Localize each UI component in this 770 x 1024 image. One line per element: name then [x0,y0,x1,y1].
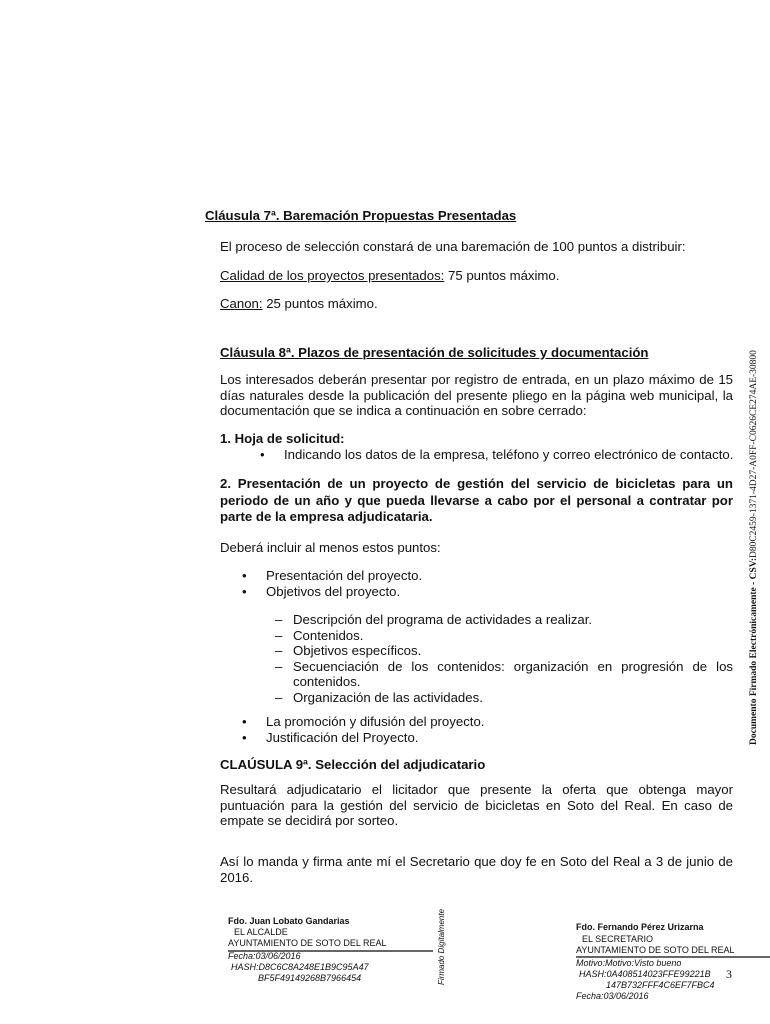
dash-icon: – [275,627,283,643]
bullet-icon: • [242,714,247,729]
dash-icon: – [275,689,283,705]
side-stamp-csv: D80C2459-1371-4D27-A0FF-C0626CE274AE-30800 [749,350,759,559]
signer-name: Fdo. Fernando Pérez Urizarna [576,922,704,932]
clause8-intro: Los interesados deberán presentar por registro de entrada, en un plazo máximo de 15 días naturales desde la publicación del presente pliego en la página web municipal, la documentación que se indica a continuación en sobre cerrado: [220,372,733,418]
bullet-icon: • [242,583,247,599]
page-number: 3 [726,967,732,981]
dash-icon: – [275,643,283,658]
digital-signature-vertical: Firmado Digitalmente [437,908,446,985]
dash-list [275,612,733,705]
list-item: – Objetivos específicos. [275,643,422,658]
signer-org: AYUNTAMIENTO DE SOTO DEL REAL [576,945,770,958]
bullet-icon: • [242,568,247,583]
canon-value: 25 puntos máximo. [262,296,378,311]
list-item: • La promoción y difusión del proyecto. [242,714,485,729]
signature-hash-2: BF5F49149268B7966454 [258,973,362,983]
signer-org: AYUNTAMIENTO DE SOTO DEL REAL [228,938,433,951]
signature-divider [576,956,770,957]
signature-divider [228,951,433,952]
signature-block-alcalde [228,916,433,984]
canon-label: Canon: [220,296,263,311]
clause9-text: Resultará adjudicatario el licitador que presente la oferta que obtenga mayor puntuación para la gestión del servicio de bicicletas en Soto del Real. En caso de empate se decidirá por sorteo. [220,782,733,828]
signature-hash-1: HASH:D8C6C8A248E1B9C95A47 [231,962,369,972]
signer-role: EL ALCALDE [234,927,288,937]
bullet-list-a [242,568,722,599]
quality-value: 75 puntos máximo. [444,268,560,283]
list-item: – Organización de las actividades. [275,689,483,705]
clause7-canon [220,296,378,312]
item1-bullet-text: Indicando los datos de la empresa, teléfono y correo electrónico de contacto. [284,447,734,462]
clause8-title: Cláusula 8ª. Plazos de presentación de solicitudes y documentación [220,345,649,360]
list-item: • Presentación del proyecto. [242,568,423,583]
signature-date: Fecha:03/06/2016 [576,991,649,1001]
signature-block-secretario [576,922,770,1002]
bullet-icon: • [242,729,247,745]
side-stamp-bold: Documento Firmado Electrónicamente - [749,579,759,745]
side-stamp [747,350,763,745]
list-item: • Objetivos del proyecto. [242,583,401,599]
list-item: – Contenidos. [275,627,364,643]
clause9-title: CLAÚSULA 9ª. Selección del adjudicatario [220,757,486,772]
bullet-list-b [242,714,722,745]
item2-title: 2. Presentación de un proyecto de gestión del servicio de bicicletas para un periodo de un año y que pueda llevarse a cabo por el personal a contratar por parte de la empresa adjudicataria. [220,476,733,524]
list-item: • Justificación del Proyecto. [242,729,419,745]
signer-role: EL SECRETARIO [582,934,654,944]
must-include: Deberá incluir al menos estos puntos: [220,540,441,555]
list-item: – Descripción del programa de actividades a realizar. [275,612,593,627]
dash-icon: – [275,612,283,627]
signature-hash-1: HASH:0A408514023FFE99221B [579,969,711,979]
side-stamp-csv-label: CSV: [749,558,759,580]
signature-motive: Motivo:Motivo:Visto bueno [576,958,682,968]
quality-label: Calidad de los proyectos presentados: [220,268,445,283]
signature-hash-2: 147B732FFF4C6EF7FBC4 [606,980,715,990]
dash-icon: – [275,658,283,674]
closing-text: Así lo manda y firma ante mí el Secretario que doy fe en Soto del Real a 3 de junio de 2016. [220,854,733,885]
list-item: – Secuenciación de los contenidos: organización en progresión de los contenidos. [275,658,733,689]
bullet-icon: • [260,447,265,462]
clause7-quality [220,268,559,284]
signature-date: Fecha:03/06/2016 [228,951,301,961]
clause7-intro: El proceso de selección constará de una baremación de 100 puntos a distribuir: [220,239,686,254]
item1-title: 1. Hoja de solicitud: [220,431,345,446]
clause7-title: Cláusula 7ª. Baremación Propuestas Presentadas [205,208,517,223]
signer-name: Fdo. Juan Lobato Gandarias [228,916,350,926]
item1-bullet [260,447,740,463]
